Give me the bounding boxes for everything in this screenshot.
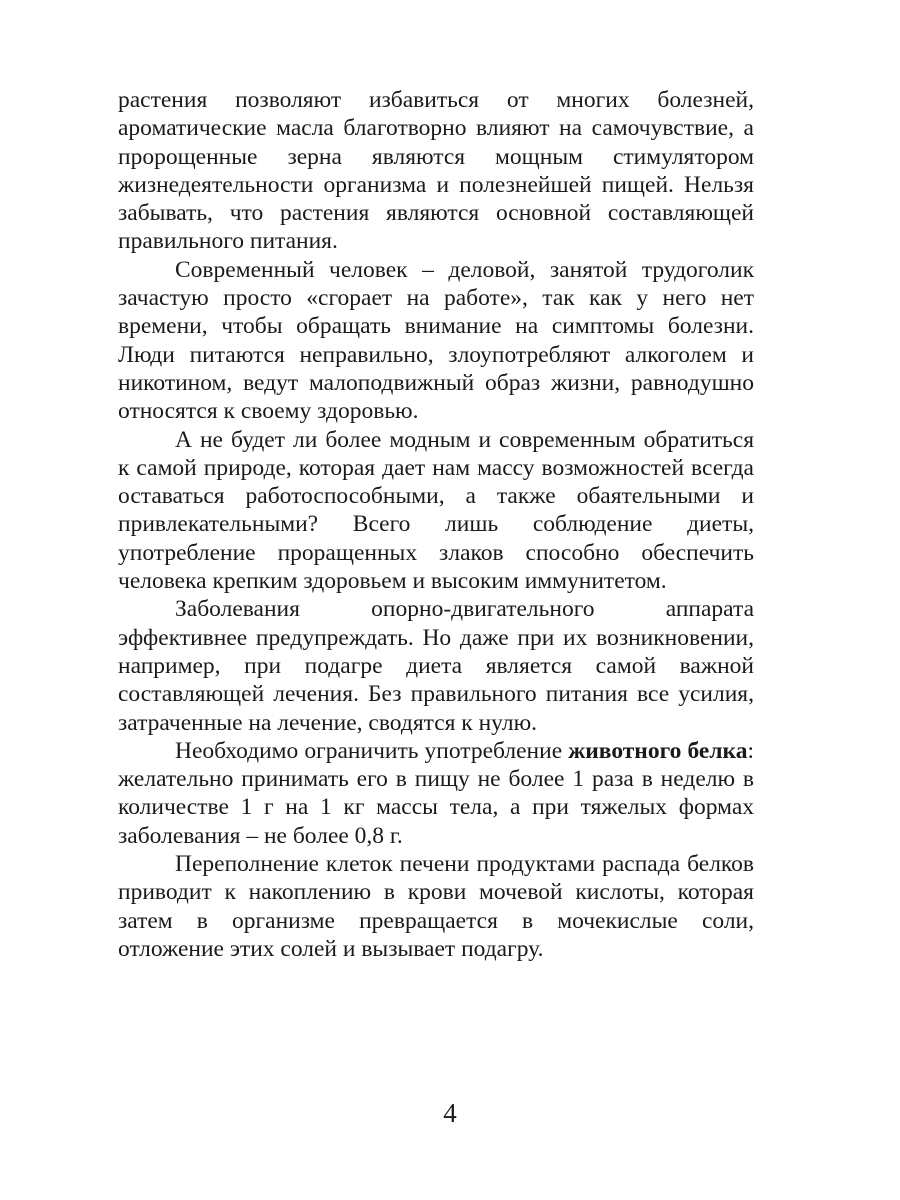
paragraph-5 [118,737,754,850]
paragraph-1: растения позволяют избавиться от многих болезней, ароматические масла благотворно влияют на самочувствие, а пророщенные зерна являются мощным стимулятором жизнедеятельности организма и полезнейшей пищей. Нельзя забывать, что растения являются основной составляющей правильного питания. [118,87,754,255]
body-text [118,86,754,963]
paragraph-6: Переполнение клеток печени продуктами распада белков приводит к накоплению в крови мочевой кислоты, которая затем в организме превращается в мочекислые соли, отложение этих солей и вызывает подагру. [118,851,754,962]
paragraph-5-rest: : желательно принимать его в пищу не более 1 раза в неделю в количестве 1 г на 1 кг массы тела, а при тяжелых формах заболевания – не более 0,8 г. [118,737,755,849]
paragraph-2: Современный человек – деловой, занятой трудоголик зачастую просто «сгорает на работе», так как у него нет времени, чтобы обращать внимание на симптомы болезни. Люди питаются неправильно, злоупотребляют алкоголем и никотином, ведут малоподвижный образ жизни, равнодушно относятся к своему здоровью. [118,256,754,425]
paragraph-4: Заболевания опорно-двигательного аппарата эффективнее предупреждать. Но даже при их возникновении, например, при подагре диета является самой важной составляющей лечения. Без правильного питания все усилия, затраченные на лечение, сводятся к нулю. [118,596,754,736]
paragraph-5-lead: Необходимо ограничить употребление [175,737,569,764]
page-number: 4 [443,1098,457,1128]
bold-term: животного белка [568,737,748,764]
paragraph-3: А не будет ли более модным и современным обратиться к самой природе, которая дает нам массу возможностей всегда оставаться работоспособными, а также обаятельными и привлекательными? Всего лишь соблюдение диеты, употребление проращенных злаков способно обеспечить человека крепким здоровьем и высоким иммунитетом. [118,426,754,595]
